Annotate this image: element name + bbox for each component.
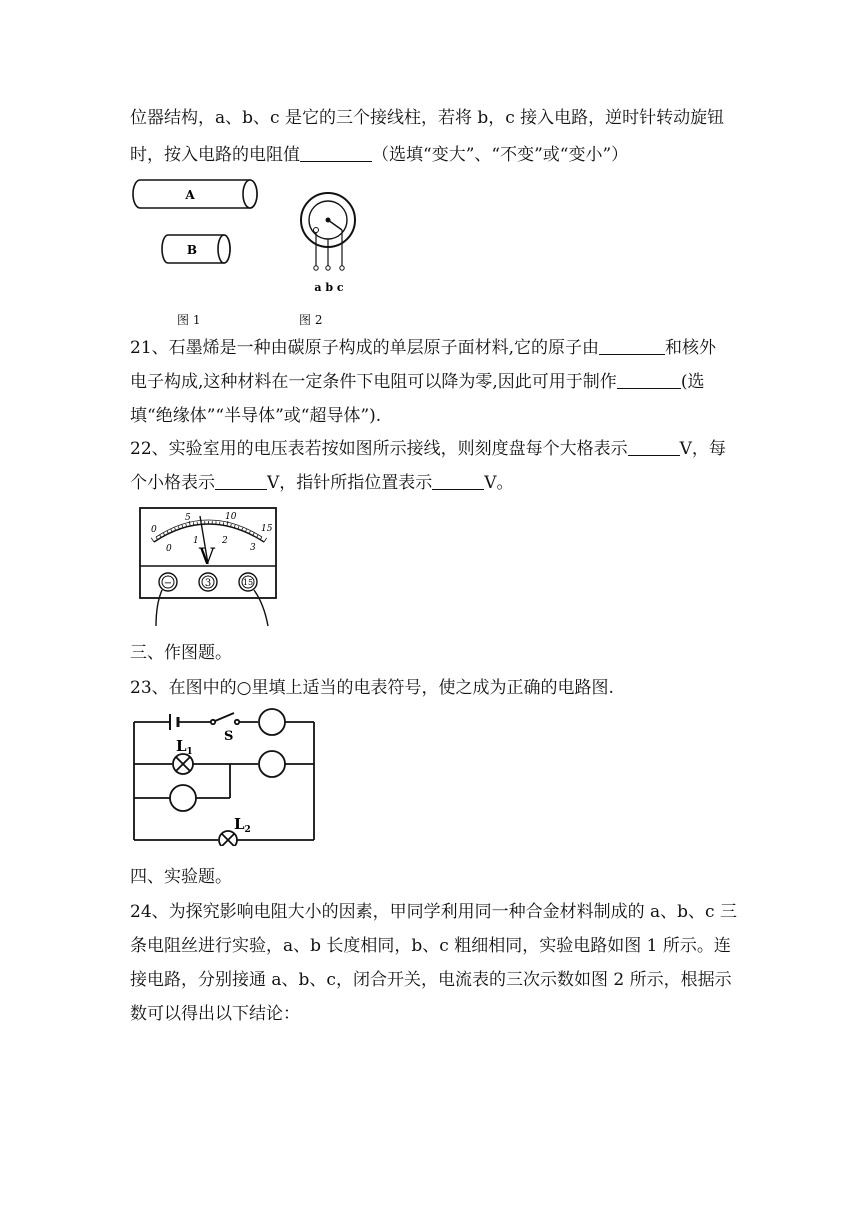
terminal-negative-label: − [163,578,173,589]
q22-text-5: V。 [484,473,514,493]
lamp-2-label [234,815,251,835]
q20-line-2-end: （选填“变大”、“不变”或“变小”） [372,145,629,165]
lamp-2-subscript: 2 [244,825,251,835]
voltmeter-figure [134,504,284,628]
meter-slot-middle [259,751,285,777]
q21-line-1 [130,336,740,360]
figure-2-caption: 图 2 [299,313,323,327]
q20-line-1: 位器结构，a、b、c 是它的三个接线柱，若将 b，c 接入电路，逆时针转动旋钮 [130,108,725,128]
terminal-3-label: 3 [204,578,212,589]
answer-blank[interactable] [432,473,484,490]
terminal-labels: a b c [314,281,344,294]
q21-line-2 [130,370,740,394]
q21-text-2: 电子构成,这种材料在一定条件下电阻可以降为零,因此可用于制作 [130,372,617,392]
meter-slot-bottom [170,785,196,811]
q22-text-2: V，每 [679,439,726,459]
figure-1-caption: 图 1 [177,313,201,327]
lower-scale-2: 2 [222,536,228,546]
lower-scale-0: 0 [166,544,172,554]
q24-line-2: 条电阻丝进行实验，a、b 长度相同，b、c 粗细相同，实验电路如图 1 所示。连 [130,936,731,956]
dial-tick [193,522,194,525]
answer-blank[interactable] [628,439,680,456]
terminal-15-label: 15 [242,578,254,587]
upper-scale-15: 15 [261,524,273,534]
q24-line-4: 数可以得出以下结论： [130,1004,300,1024]
q24-line-1: 24、为探究影响电阻大小的因素，甲同学利用同一种合金材料制成的 a、b、c 三 [130,902,737,922]
q21-line-3: 填“绝缘体”“半导体”或“超导体”). [130,406,382,426]
cylinder-a [133,180,257,208]
answer-blank[interactable] [617,372,681,389]
q21-text-mid: 和核外 [665,338,717,358]
lamp-1-label [176,737,193,757]
meter-slot-top [259,709,285,735]
lamp-1-subscript: 1 [186,747,193,757]
lamp-2-letter: L [234,815,245,833]
q20-line-2 [130,143,740,167]
voltmeter-unit: V [199,545,215,570]
lamp-1-letter: L [176,737,187,755]
answer-blank[interactable] [300,145,372,162]
q22-text-1: 22、实验室用的电压表若按如图所示接线，则刻度盘每个大格表示 [130,439,628,459]
lower-scale-3: 3 [250,543,256,553]
lower-scale-1: 1 [193,536,199,546]
q22-text-3: 个小格表示 [130,473,215,493]
upper-scale-5: 5 [185,513,191,523]
q22-text-4: V，指针所指位置表示 [267,473,433,493]
q24-line-3: 接电路，分别接通 a、b、c，闭合开关，电流表的三次示数如图 2 所示，根据示 [130,970,732,990]
section-heading-3: 三、作图题。 [130,643,232,663]
q21-text-3: (选 [680,372,705,392]
dial-tick [223,522,224,525]
q22-line-2 [130,471,740,495]
q23-text: 23、在图中的○里填上适当的电表符号，使之成为正确的电路图. [130,678,614,698]
circuit-diagram [128,706,324,846]
upper-scale-0: 0 [151,525,157,535]
answer-blank[interactable] [215,473,267,490]
figure-2-potentiometer [294,190,364,300]
q21-text-start: 21、石墨烯是一种由碳原子构成的单层原子面材料,它的原子由 [130,338,600,358]
q22-line-1 [130,437,740,461]
section-heading-4: 四、实验题。 [130,867,232,887]
upper-scale-10: 10 [225,512,237,522]
answer-blank[interactable] [599,338,665,355]
figure-1-cylinders [128,172,268,272]
cylinder-a-label: A [185,188,195,202]
q20-line-2-start: 时，按入电路的电阻值 [130,145,300,165]
cylinder-b-label: B [186,243,198,257]
switch-label: S [224,729,234,744]
